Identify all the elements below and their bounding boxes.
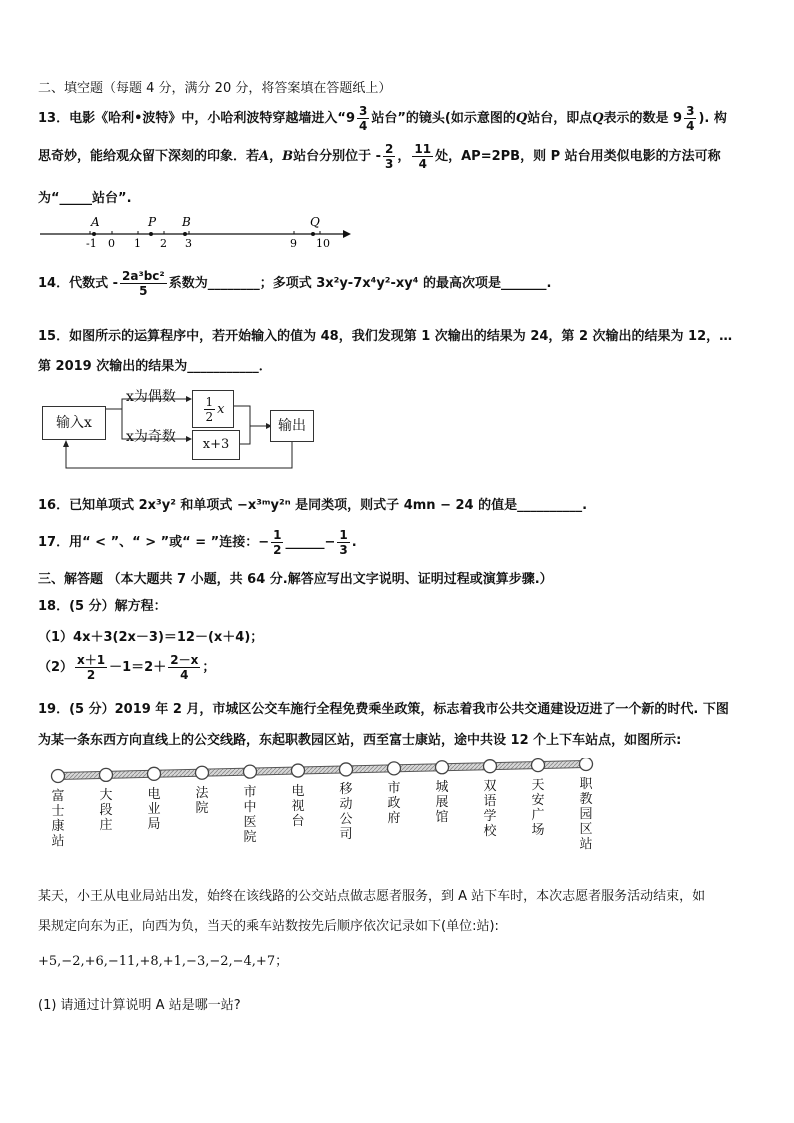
- q17-line: 17．用“ < ”、“ > ”或“ = ”连接：− $\frac{1}{2}$ ______− $\frac{1}{3}$ .: [38, 528, 357, 557]
- q13-mixed-9-3-4: $\frac{3}{4}$: [359, 104, 368, 133]
- station-marker: [532, 759, 545, 772]
- q18-eq2: （2） $\frac{x+1}{2}$ －1＝2＋ $\frac{2-x}{4}$ ；: [38, 653, 216, 682]
- q13-text-a: 13．电影《哈利•波特》中，小哈利波特穿越墙进入“9: [38, 111, 355, 126]
- q15-line2: 第 2019 次输出的结果为___________．: [38, 359, 272, 374]
- section-heading-solve: 三、解答题 （本大题共 7 小题，共 64 分.解答应写出文字说明、证明过程或演算步骤.）: [38, 572, 553, 587]
- q19-records: +5,−2,+6,−11,+8,+1,−3,−2,−4,+7；: [38, 954, 289, 969]
- station-marker: [292, 764, 305, 777]
- q14-line: 14．代数式 - $\frac{\text{2a³bc²}}{5}$ 系数为________；多项式 3x²y-7x⁴y²-xy⁴ 的最高次项是_______.: [38, 269, 552, 298]
- station-marker: [148, 767, 161, 780]
- q13-line3: 为“_____站台”.: [38, 191, 132, 206]
- flow-plus3-box: x+3: [192, 430, 240, 460]
- station-label: 城展馆: [435, 780, 449, 826]
- number-line-arrow: [343, 230, 351, 238]
- number-line-tick-label: 2: [160, 237, 167, 250]
- station-marker: [580, 758, 593, 771]
- number-line-point-label: Q: [310, 215, 320, 229]
- flow-odd-label: x为奇数: [126, 429, 176, 445]
- station-marker: [484, 760, 497, 773]
- number-line-tick-label: 9: [290, 237, 297, 250]
- number-line-point: [311, 232, 315, 236]
- number-line-point-label: B: [182, 215, 191, 229]
- station-marker: [196, 766, 209, 779]
- section-heading-fill-blank: 二、填空题（每题 4 分，满分 20 分，将答案填在答题纸上）: [38, 81, 392, 96]
- number-line-point: [92, 232, 96, 236]
- station-marker: [436, 761, 449, 774]
- number-line-tick-label: 10: [316, 237, 330, 250]
- flow-input-box: 输入x: [42, 406, 106, 440]
- station-label: 电视台: [291, 783, 305, 829]
- q19-para2: 果规定向东为正，向西为负，当天的乘车站数按先后顺序依次记录如下(单位:站):: [38, 919, 499, 934]
- flow-half-box: $\frac{1}{2}$ x: [192, 390, 234, 428]
- number-line-tick-label: 1: [134, 237, 141, 250]
- station-label: 富士康站: [51, 789, 65, 849]
- station-label: 职教园区站: [579, 777, 593, 852]
- number-line-point-label: A: [91, 215, 100, 229]
- q18-eq1: （1）4x＋3(2x－3)＝12－(x＋4)；: [38, 630, 264, 645]
- number-line-tick-label: -1: [86, 237, 97, 250]
- number-line-tick-label: 3: [185, 237, 192, 250]
- number-line: [38, 212, 358, 252]
- flow-output-box: 输出: [270, 410, 314, 442]
- number-line-tick-label: 0: [108, 237, 115, 250]
- q19-sub1: (1) 请通过计算说明 A 站是哪一站?: [38, 998, 241, 1013]
- station-label: 双语学校: [483, 779, 497, 840]
- number-line-point: [183, 232, 187, 236]
- station-marker: [244, 765, 257, 778]
- q19-line1: 19．(5 分）2019 年 2 月，市城区公交车施行全程免费乘坐政策，标志着我市公共交通建设迈进了一个新的时代. 下图: [38, 702, 729, 717]
- station-label: 天安广场: [531, 778, 545, 839]
- q13-line1: 13．电影《哈利•波特》中，小哈利波特穿越墙进入“9 $\frac{3}{4}$ 站台”的镜头(如示意图的Q站台，即点Q表示的数是 9 $\frac{3}{4}$ ). 构: [38, 104, 727, 133]
- q19-para1: 某天，小王从电业局站出发，始终在该线路的公交站点做志愿者服务，到 A 站下车时，本次志愿者服务活动结束，如: [38, 889, 706, 904]
- station-label: 电业局: [147, 786, 161, 832]
- flow-even-label: x为偶数: [126, 389, 176, 405]
- number-line-point: [149, 232, 153, 236]
- station-marker: [100, 768, 113, 781]
- station-label: 市政府: [387, 781, 401, 827]
- q13-line2: 思奇妙，能给观众留下深刻的印象．若A，B站台分别位于 - $\frac{2}{3}$ ， $\frac{11}{4}$ 处，AP=2PB，则 P 站台用类似电影的方法可称: [38, 142, 721, 171]
- station-marker: [388, 762, 401, 775]
- q15-line1: 15．如图所示的运算程序中，若开始输入的值为 48，我们发现第 1 次输出的结果为 24，第 2 次输出的结果为 12，…: [38, 329, 733, 344]
- number-line-point-label: P: [148, 215, 157, 229]
- station-label: 法院: [195, 785, 209, 816]
- route-band: [58, 764, 586, 776]
- bus-route-line: [46, 758, 606, 784]
- station-marker: [340, 763, 353, 776]
- station-label: 市中医院: [243, 784, 257, 845]
- station-label: 大段庄: [99, 787, 113, 833]
- q19-line2: 为某一条东西方向直线上的公交线路，东起职教园区站，西至富士康站，途中共设 12 个上下车站点，如图所示:: [38, 733, 682, 748]
- station-label: 移动公司: [339, 782, 353, 843]
- station-marker: [52, 770, 65, 783]
- q16-line: 16．已知单项式 2x³y² 和单项式 −x³ᵐy²ⁿ 是同类项，则式子 4mn − 24 的值是__________.: [38, 498, 588, 513]
- q18-title: 18．(5 分）解方程：: [38, 599, 167, 614]
